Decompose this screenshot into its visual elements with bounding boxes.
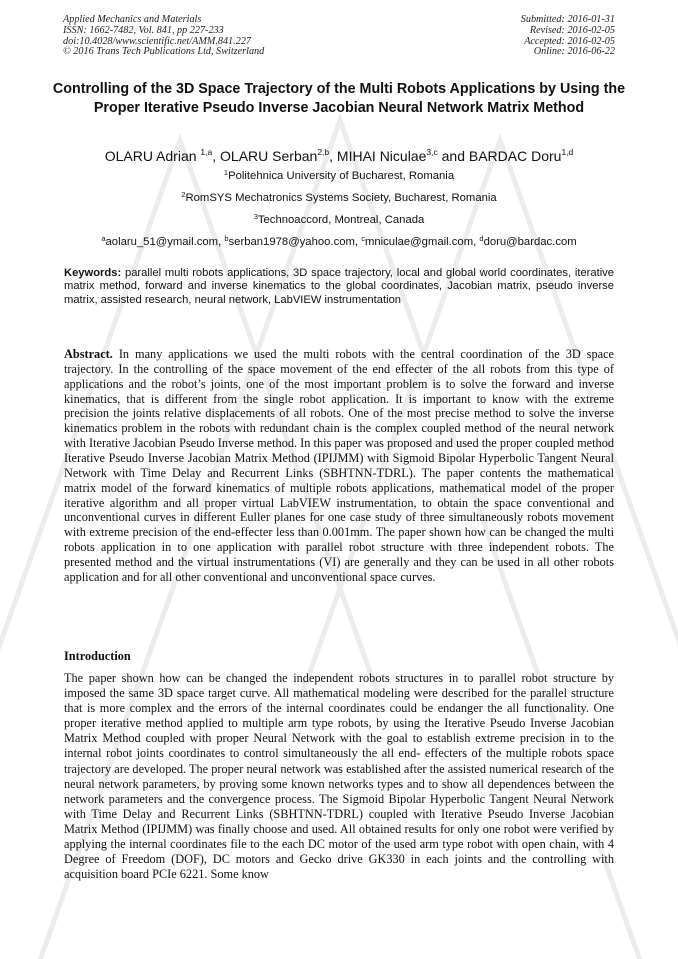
email-separator: , xyxy=(218,236,225,248)
submitted-date: Submitted: 2016-01-31 xyxy=(520,14,615,25)
email-superscript: b xyxy=(224,234,229,243)
keywords-label: Keywords: xyxy=(64,267,122,279)
affiliation-3 xyxy=(0,210,678,227)
author-superscript: 1,a xyxy=(200,147,213,157)
abstract-paragraph xyxy=(64,347,614,585)
email-list xyxy=(0,232,678,249)
affiliation-superscript: 1 xyxy=(223,168,229,177)
affiliation-superscript: 2 xyxy=(181,190,186,199)
author-separator: , xyxy=(329,148,337,164)
accepted-date: Accepted: 2016-02-05 xyxy=(524,35,615,47)
email-link[interactable]: doru@bardac.com xyxy=(483,236,577,248)
affiliation-superscript: 3 xyxy=(253,212,258,221)
email-separator: , xyxy=(354,236,362,248)
introduction-heading: Introduction xyxy=(64,649,131,663)
affiliation-1 xyxy=(0,166,678,183)
author-superscript: 1,d xyxy=(561,147,574,157)
journal-name: Applied Mechanics and Materials xyxy=(63,14,202,25)
email-link[interactable]: serban1978@yahoo.com xyxy=(228,236,355,248)
journal-doi[interactable]: doi:10.4028/www.scientific.net/AMM.841.227 xyxy=(63,35,251,47)
affiliation-text: Technoaccord, Montreal, Canada xyxy=(257,214,425,226)
journal-issn: ISSN: 1662-7482, Vol. 841, pp 227-233 xyxy=(63,24,224,36)
journal-header-left xyxy=(63,15,264,58)
paper-title: Controlling of the 3D Space Trajectory of the Multi Robots Applications by Using the Proper Iterative Pseudo Inverse Jacobian Neural Network Matrix Method xyxy=(52,81,626,116)
email-superscript: a xyxy=(101,234,106,243)
email-link[interactable]: aolaru_51@ymail.com xyxy=(105,236,219,248)
journal-copyright: © 2016 Trans Tech Publications Ltd, Switzerland xyxy=(63,46,265,58)
author-name: MIHAI Niculae xyxy=(336,148,427,164)
author-name: OLARU Adrian xyxy=(104,148,197,164)
revised-date: Revised: 2016-02-05 xyxy=(529,24,615,36)
author-superscript: 3,c xyxy=(426,147,438,157)
keywords-paragraph xyxy=(64,267,614,307)
online-date: Online: 2016-06-22 xyxy=(533,46,615,58)
author-separator: and xyxy=(437,148,469,164)
affiliation-text: RomSYS Mechatronics Systems Society, Bucharest, Romania xyxy=(185,192,497,204)
email-superscript: c xyxy=(361,234,365,243)
keywords-text: parallel multi robots applications, 3D space trajectory, local and global world coordinates, iterative matrix method, forward and inverse kinematics to the global coordinates, Jacobian matrix, pseudo inverse matrix, assisted research, neural network, LabVIEW instrumentation xyxy=(64,267,615,306)
author-superscript: 2,b xyxy=(317,147,330,157)
author-name: BARDAC Doru xyxy=(468,148,562,164)
affiliation-2 xyxy=(0,188,678,205)
affiliation-text: Politehnica University of Bucharest, Romania xyxy=(228,170,455,182)
author-separator: , xyxy=(212,148,221,164)
abstract-text: In many applications we used the multi robots with the central coordination of the 3D space trajectory. In the controlling of the space movement of the end effecter of the all robots from this type of applications and the robot’s joints, one of the most important problem is to solve the forward and inverse kinematics, that is different from the single robot application. It is important to know with the extreme precision the joints relative displacements of all robots. One of the most precise method to solve the inverse kinematics problem in the robots with redundant chain is the complex coupled method of the neural network with Iterative Jacobian Pseudo Inverse method. In this paper was proposed and used the proper coupled method Iterative Pseudo Inverse Jacobian Matrix Method (IPIJMM) with Sigmoid Bipolar Hyperbolic Tangent Neural Network with Time Delay and Recurrent Links (SBHTNN-TDRL). The paper contents the mathematical matrix model of the forward kinematics of multiple robots applications, mathematical model of the proper iterative algorithm and all proper virtual LabVIEW instrumentation, to obtain the space conventional and unconventional curves in different Euller planes for one case study of three simultaneously robots movement with extreme precision of the end-effecter less than 0.001mm. The paper shown how can be changed the multi robots application in to one application with parallel robot structure with three independent robots. The presented method and the virtual instrumentations (VI) are generally and they can be used in all other robots application and for all other conventional and unconventional space curves. xyxy=(64,347,614,584)
journal-header-right xyxy=(521,15,615,58)
introduction-paragraph: The paper shown how can be changed the independent robots structures in to parallel robot structure by imposed the same 3D space target curve. All mathematical modeling were described for the parallel structure that is more complex and the errors of the internal coordinates could be endanger the all functionality. One proper iterative method applied to multiple arm type robots, by using the Iterative Pseudo Inverse Jacobian Matrix Method coupled with proper Neural Network with the goal to establish extreme precision in to the internal robot joints coordinates to control simultaneously the all end- effecters of the multiple robots space trajectory are developed. The proper neural network was established after the assisted numerical research of the neural network parameters, by proving some known networks types and to show all dependences between the network parameters and the convergence process. The Sigmoid Bipolar Hyperbolic Tangent Neural Network with Time Delay and Recurrent Links (SBHTNN-TDRL) coupled with Iterative Pseudo Inverse Jacobian Matrix Method (IPIJMM) was finally choose and used. All obtained results for only one robot were verified by applying the internal coordinates file to the each DC motor of the used arm type robot with open chain, with 4 Degree of Freedom (DOF), DC motors and Gecko drive GK330 in each joints and the controlling with acquisition board PCIe 6221. Some know xyxy=(64,671,614,882)
email-link[interactable]: mniculae@gmail.com xyxy=(364,236,474,248)
email-superscript: d xyxy=(479,234,484,243)
email-separator: , xyxy=(473,236,480,248)
author-name: OLARU Serban xyxy=(220,148,318,164)
author-list xyxy=(0,143,678,165)
abstract-label: Abstract. xyxy=(64,347,113,361)
